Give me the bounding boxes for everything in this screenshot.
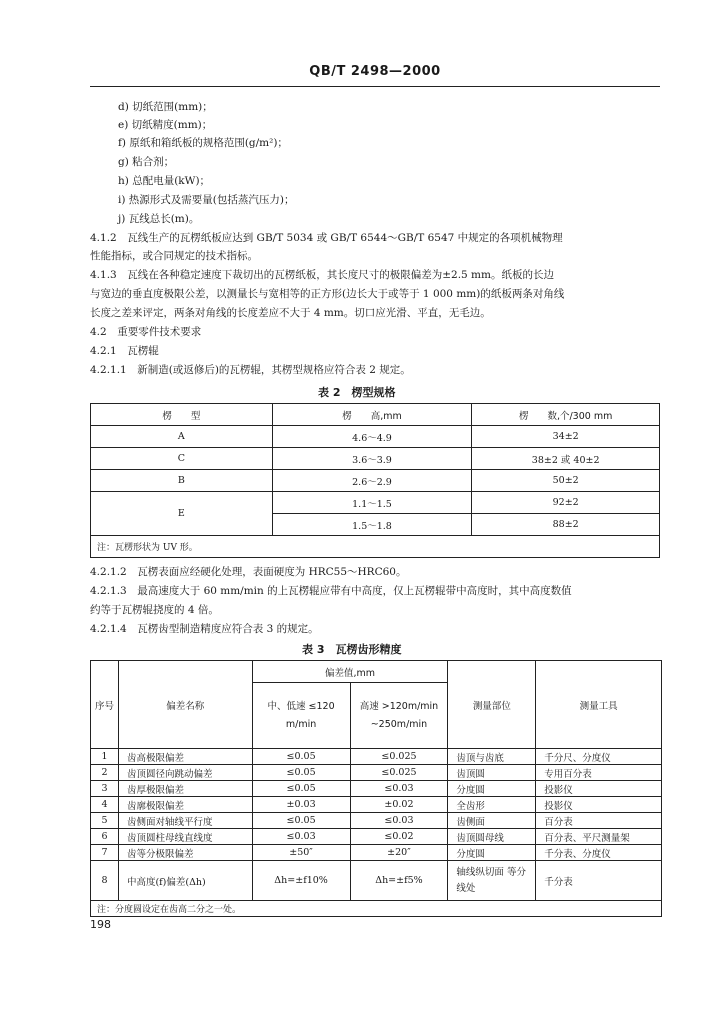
table-cell: 50±2 bbox=[472, 470, 660, 492]
table-cell: ≤0.02 bbox=[350, 829, 448, 845]
table2-note: 注：瓦楞形状为 UV 形。 bbox=[91, 536, 660, 558]
table-cell: 1 bbox=[91, 749, 119, 765]
clause-4-1-3-cont2: 长度之差来评定，两条对角线的长度差应不大于 4 mm。切口应光滑、平直，无毛边。 bbox=[90, 307, 491, 319]
table-cell: ≤0.025 bbox=[350, 765, 448, 781]
table-cell: 中高度(f)偏差(Δh) bbox=[118, 861, 252, 901]
table-cell: 齿等分极限偏差 bbox=[118, 845, 252, 861]
section-4-2-1: 4.2.1 瓦楞辊 bbox=[90, 345, 159, 357]
table-cell: 4.6～4.9 bbox=[272, 426, 472, 448]
table-cell: 齿高极限偏差 bbox=[118, 749, 252, 765]
table-cell: 投影仪 bbox=[536, 797, 662, 813]
clause-4-1-2-cont: 性能指标，或合同规定的技术指标。 bbox=[90, 250, 258, 262]
clause-4-2-1-3-cont: 约等于瓦楞辊挠度的 4 倍。 bbox=[90, 604, 219, 616]
table-cell: 齿顶圆径向跳动偏差 bbox=[118, 765, 252, 781]
table-cell: ±0.02 bbox=[350, 797, 448, 813]
table-cell: 3 bbox=[91, 781, 119, 797]
table-cell: 专用百分表 bbox=[536, 765, 662, 781]
table-cell: 3.6～3.9 bbox=[272, 448, 472, 470]
clause-4-2-1-1: 4.2.1.1 新制造(或返修后)的瓦楞辊，其楞型规格应符合表 2 规定。 bbox=[90, 364, 411, 376]
table-cell: ±50″ bbox=[252, 845, 350, 861]
table-cell: 投影仪 bbox=[536, 781, 662, 797]
table-cell: ±0.03 bbox=[252, 797, 350, 813]
table-cell: 轴线纵切面 等分线处 bbox=[448, 861, 536, 901]
t3-header-high-speed: 高速 >120m/min ~250m/min bbox=[350, 683, 448, 749]
table-cell: 4 bbox=[91, 797, 119, 813]
table-cell: ±20″ bbox=[350, 845, 448, 861]
t3-header-deviation: 偏差值,mm bbox=[252, 661, 448, 683]
table-cell: 齿厚极限偏差 bbox=[118, 781, 252, 797]
table-cell: 34±2 bbox=[472, 426, 660, 448]
t3-header-tool: 测量工具 bbox=[536, 661, 662, 749]
list-item-e: e) 切纸精度(mm)； bbox=[118, 119, 213, 131]
clause-4-1-3-cont1: 与宽边的垂直度极限公差，以测量长与宽相等的正方形(边长大于或等于 1 000 mm)的纸板两条对角线 bbox=[90, 288, 565, 300]
section-4-2: 4.2 重要零件技术要求 bbox=[90, 326, 202, 338]
t2-header-count: 楞 数,个/300 mm bbox=[472, 404, 660, 426]
table-cell: 分度圆 bbox=[448, 781, 536, 797]
table-cell: ≤0.03 bbox=[350, 781, 448, 797]
table-cell: ≤0.03 bbox=[350, 813, 448, 829]
table-cell: 齿顶与齿底 bbox=[448, 749, 536, 765]
list-item-g: g) 粘合剂； bbox=[118, 156, 175, 168]
table-cell: E bbox=[91, 492, 273, 536]
table-cell: ≤0.05 bbox=[252, 781, 350, 797]
table-cell: ≤0.025 bbox=[350, 749, 448, 765]
table-flute-specs bbox=[90, 403, 660, 558]
table-cell: 百分表、平尺测量架 bbox=[536, 829, 662, 845]
table-cell: 齿侧面对轴线平行度 bbox=[118, 813, 252, 829]
list-item-f: f) 原纸和箱纸板的规格范围(g/m²)； bbox=[118, 137, 288, 149]
t3-header-no: 序号 bbox=[91, 661, 119, 749]
header-rule bbox=[90, 86, 660, 87]
table-cell: 92±2 bbox=[472, 492, 660, 514]
list-item-j: j) 瓦线总长(m)。 bbox=[118, 213, 200, 225]
clause-4-1-3: 4.1.3 瓦线在各种稳定速度下裁切出的瓦楞纸板，其长度尺寸的极限偏差为±2.5 mm。纸板的长边 bbox=[90, 269, 554, 281]
clause-4-2-1-2: 4.2.1.2 瓦楞表面应经硬化处理，表面硬度为 HRC55～HRC60。 bbox=[90, 566, 407, 578]
table-cell: 千分表 bbox=[536, 861, 662, 901]
table-cell: ≤0.05 bbox=[252, 749, 350, 765]
page-number: 198 bbox=[90, 918, 111, 931]
list-item-i: i) 热源形式及需要量(包括蒸汽压力)； bbox=[118, 194, 295, 206]
table-cell: 齿廓极限偏差 bbox=[118, 797, 252, 813]
clause-4-2-1-3: 4.2.1.3 最高速度大于 60 mm/min 的上瓦楞辊应带有中高度，仅上瓦楞辊带中高度时，其中高度数值 bbox=[90, 585, 572, 597]
list-item-d: d) 切纸范围(mm)； bbox=[118, 101, 213, 113]
t3-header-part: 测量部位 bbox=[448, 661, 536, 749]
t2-header-height: 楞 高,mm bbox=[272, 404, 472, 426]
table-cell: 齿侧面 bbox=[448, 813, 536, 829]
t3-header-low-speed: 中、低速 ≤120 m/min bbox=[252, 683, 350, 749]
table-cell: C bbox=[91, 448, 273, 470]
table-cell: Δh=±f5% bbox=[350, 861, 448, 901]
table-cell: 2 bbox=[91, 765, 119, 781]
table-cell: ≤0.05 bbox=[252, 765, 350, 781]
table-cell: 1.1～1.5 bbox=[272, 492, 472, 514]
table-cell: Δh=±f10% bbox=[252, 861, 350, 901]
table-cell: 2.6～2.9 bbox=[272, 470, 472, 492]
table3-note: 注：分度圆设定在齿高二分之一处。 bbox=[91, 901, 662, 917]
table-cell: 千分表、分度仪 bbox=[536, 845, 662, 861]
table3-caption: 表 3 瓦楞齿形精度 bbox=[302, 643, 402, 656]
table-cell: 全齿形 bbox=[448, 797, 536, 813]
table-cell: 齿顶圆母线 bbox=[448, 829, 536, 845]
table-cell: 齿顶圆柱母线直线度 bbox=[118, 829, 252, 845]
table-cell: ≤0.05 bbox=[252, 813, 350, 829]
table-cell: A bbox=[91, 426, 273, 448]
clause-4-1-2: 4.1.2 瓦线生产的瓦楞纸板应达到 GB/T 5034 或 GB/T 6544～GB/T 6547 中规定的各项机械物理 bbox=[90, 232, 563, 244]
table2-caption: 表 2 楞型规格 bbox=[318, 386, 396, 399]
table-cell: 38±2 或 40±2 bbox=[472, 448, 660, 470]
t2-header-type: 楞 型 bbox=[91, 404, 273, 426]
table-cell: 5 bbox=[91, 813, 119, 829]
table-cell: 千分尺、分度仪 bbox=[536, 749, 662, 765]
table-cell: 1.5～1.8 bbox=[272, 514, 472, 536]
table-cell: 8 bbox=[91, 861, 119, 901]
table-cell: ≤0.03 bbox=[252, 829, 350, 845]
table-cell: 齿顶圆 bbox=[448, 765, 536, 781]
list-item-h: h) 总配电量(kW)； bbox=[118, 175, 211, 187]
page-header: QB/T 2498—2000 bbox=[309, 64, 441, 79]
table-cell: B bbox=[91, 470, 273, 492]
table-cell: 6 bbox=[91, 829, 119, 845]
table-cell: 88±2 bbox=[472, 514, 660, 536]
table-tooth-precision bbox=[90, 660, 662, 917]
table-cell: 百分表 bbox=[536, 813, 662, 829]
t3-header-name: 偏差名称 bbox=[118, 661, 252, 749]
table-cell: 分度圆 bbox=[448, 845, 536, 861]
table-cell: 7 bbox=[91, 845, 119, 861]
clause-4-2-1-4: 4.2.1.4 瓦楞齿型制造精度应符合表 3 的规定。 bbox=[90, 623, 319, 635]
